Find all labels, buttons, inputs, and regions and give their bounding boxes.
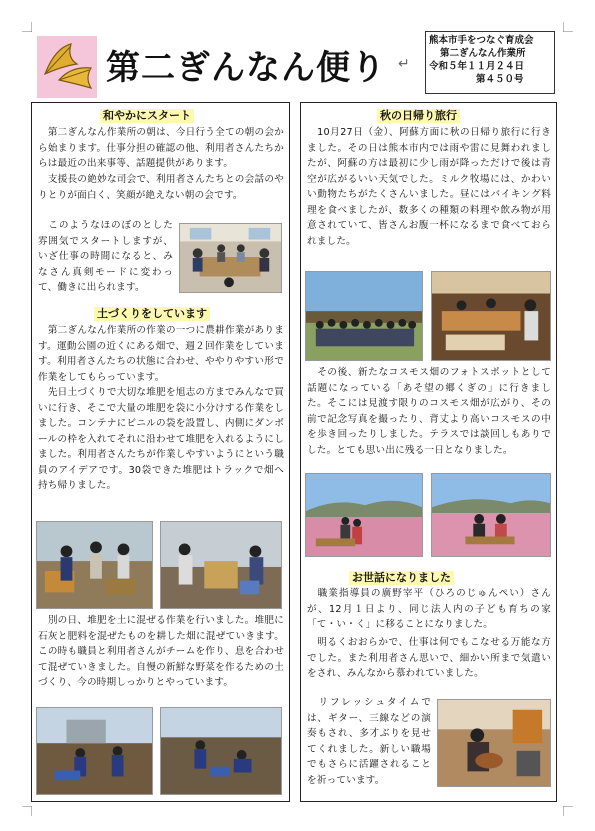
newsletter-title: 第二ぎんなん便り: [106, 48, 386, 88]
photo-field-mixing-1: [36, 707, 153, 795]
morning-paragraph-2: 支援長の絶妙な司会で、利用者さんたちとの会話のやりとりが面白く、笑顔が絶えない朝の会です。: [38, 174, 284, 201]
morning-paragraph-1: 第二ぎんなん作業所の朝は、今日行う全ての朝の会から始まります。仕事分担の確認の他、利用者さんたちからは最近の出来事等、話題提供があります。: [38, 127, 284, 169]
section-heading-morning: 和やかにスタート: [100, 109, 194, 123]
organization-box: [425, 31, 555, 94]
ginkgo-logo: [37, 36, 97, 98]
right-column: [300, 102, 557, 802]
section-heading-soil: 土づくりをしています: [94, 307, 210, 321]
issue-number: 第４５０号: [476, 74, 524, 85]
crop-mark-bottom-right: [563, 806, 573, 816]
photo-buffet: [431, 271, 551, 361]
return-mark-icon: ↵: [398, 56, 410, 72]
photo-field-mixing-2: [160, 707, 282, 795]
photo-cosmos-field-2: [431, 473, 551, 557]
crop-mark-top-right: [563, 22, 573, 32]
photo-compost-bagging-1: [36, 521, 153, 609]
issue-date: 令和５年１１月２４日: [429, 61, 525, 72]
photo-compost-bagging-2: [160, 521, 282, 609]
farewell-paragraph-3: リフレッシュタイムでは、ギター、三線などの演奏もされ、多才ぶりを見せてくれました。新しい職場でもさらに活躍されることを祈っています。: [307, 697, 431, 786]
morning-paragraph-3: このようなほのぼのとした雰囲気でスタートしますが、いざ仕事の時間になると、みなさん真剣モードに変わって、働きに出られます。: [38, 220, 173, 293]
left-column: [31, 102, 290, 802]
crop-mark-bottom-left: [22, 806, 32, 816]
photo-group-ranch: [305, 271, 423, 361]
crop-mark-top-left: [22, 22, 32, 32]
section-heading-farewell: お世話になりました: [349, 571, 454, 585]
section-heading-trip: 秋の日帰り旅行: [377, 109, 460, 123]
trip-paragraph-2: その後、新たなコスモス畑のフォトスポットとして話題になっている「あそ望の郷くぎの」に行きました。そこには見渡す限りのコスモス畑が広がり、その前で記念写真を撮ったり、背丈より高いコスモスの中を歩き回ったりしました。テラスでは談回しもありでした。とても思い出に残る一日となりました。: [307, 367, 551, 456]
farewell-paragraph-1: 職業指導員の廣野宰平（ひろのじゅんぺい）さんが、12月１日より、同じ法人内の子ども育ちの家「て・い・く」に移ることになりました。: [307, 588, 551, 630]
photo-cosmos-field-1: [305, 473, 423, 557]
trip-paragraph-1: 10月27日（金）、阿蘇方面に秋の日帰り旅行に行きました。その日は熊本市内では雨や雷に見舞われましたが、阿蘇の方は最初に少し雨が降っただけで後は青空が広がるいい天気でした。ミルク牧場には、かわいい動物たちがたくさんいました。昼にはバイキング料理を食べましたが、数多くの種類の料理や飲み物が用意されていて、皆さんお腹一杯になるまで食べておられました。: [307, 127, 551, 247]
soil-paragraph-2: 先日土づくりで大切な堆肥を旭志の方までみんなで買いに行き、そこで大量の堆肥を袋に小分けする作業をしました。コンテナにビニルの袋を設置し、内側にダンボールの枠を入れてそれに沿わせて堆肥を入れるようにしました。利用者さんたちが作業しやすいようにという職員のアイデアです。30袋できた堆肥はトラックで畑へ持ち帰りました。: [38, 387, 284, 491]
photo-morning-meeting: [179, 223, 282, 293]
photo-guitar-performance: [437, 699, 551, 787]
soil-paragraph-1: 第二ぎんなん作業所の作業の一つに農耕作業があります。運動公園の近くにある畑で、週２回作業をしています。利用者さんたちの状態に合わせ、ややりやすい形で作業をしてもらっています。: [38, 325, 284, 383]
ginkgo-leaf-icon: [37, 36, 97, 98]
org-name: 熊本市手をつなぐ育成会: [429, 35, 534, 46]
farewell-paragraph-2: 明るくおおらかで、仕事は何でもこなせる万能な方でした。また利用者さん思いで、細かい所まで気遣いをされ、みんなから慕われていました。: [307, 637, 551, 679]
soil-paragraph-3: 別の日、堆肥を土に混ぜる作業を行いました。堆肥に石灰と肥料を混ぜたものを耕した畑に混ぜていきます。この時も職員と利用者さんがチームを作り、息を合わせて混ぜていきました。自慢の新鮮な野菜を作るための土づくり、今の時期しっかりとやっています。: [38, 615, 284, 688]
facility-name: 第二ぎんなん作業所: [440, 48, 526, 59]
